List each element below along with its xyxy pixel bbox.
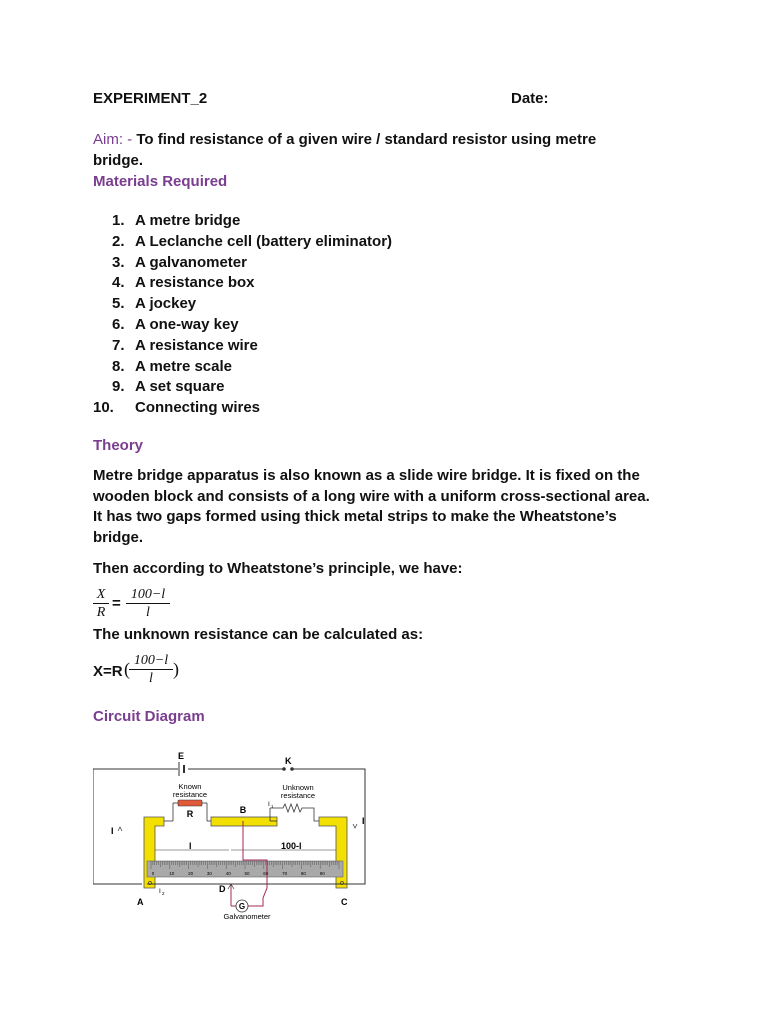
eq1-equals: = [112, 595, 121, 612]
circuit-heading: Circuit Diagram [93, 708, 205, 725]
scale-tick-label: 40 [225, 871, 231, 876]
svg-text:resistance: resistance [280, 791, 316, 800]
list-item: 6. A one-way key [112, 315, 239, 333]
theory-heading: Theory [93, 437, 144, 454]
aim-line-2: bridge. [93, 152, 144, 169]
list-item: 4. A resistance box [112, 274, 255, 292]
aim-line-1 [93, 131, 596, 148]
svg-text:1: 1 [271, 804, 274, 809]
principle-text: Then according to Wheatstone’s principle, we have: [93, 560, 463, 577]
label-K: K [285, 756, 292, 766]
label-l: l [189, 841, 192, 851]
label-B: B [239, 805, 247, 815]
list-item: 1. A metre bridge [112, 212, 241, 229]
eq1-rhs-fraction: $\frac{100-l}{l}$ [126, 586, 170, 621]
scale-tick-label: 90 [319, 871, 325, 876]
scale-tick-label: 70 [282, 871, 288, 876]
key-icon [282, 767, 286, 771]
list-item: 8. A metre scale [112, 357, 233, 375]
middle-strip [211, 817, 277, 826]
scale-tick-label: 0 [151, 871, 155, 876]
svg-text:I: I [159, 888, 161, 895]
list-item: 10. Connecting wires [93, 399, 261, 417]
arrow-down-icon [353, 824, 357, 828]
list-item: 3. A galvanometer [112, 253, 247, 271]
eq2-close-paren: ) [173, 659, 179, 679]
label-galvanometer: Galvanometer [223, 912, 271, 921]
label-I-left: I [111, 826, 114, 836]
svg-text:resistance: resistance [172, 790, 208, 799]
eq1-lhs-fraction: $\frac{X}{R}$ [93, 586, 109, 621]
experiment-title: EXPERIMENT_2 [93, 90, 208, 107]
eq2-prefix: X=R [93, 663, 123, 680]
calc-text: The unknown resistance can be calculated as: [93, 626, 424, 643]
date-label: Date: [511, 90, 549, 107]
label-D: D [219, 884, 226, 894]
known-resistor [178, 800, 202, 806]
theory-para-line: bridge. [93, 529, 144, 546]
label-A: A [137, 897, 144, 907]
scale-tick-label: 20 [188, 871, 194, 876]
theory-para-line: Metre bridge apparatus is also known as a slide wire bridge. It is fixed on the [93, 467, 640, 484]
circuit-diagram [93, 738, 383, 928]
scale-tick-label: 60 [263, 871, 269, 876]
scale-tick-label: 80 [300, 871, 306, 876]
label-E: E [178, 751, 185, 761]
list-item: 9. A set square [112, 378, 225, 396]
svg-text:2: 2 [162, 891, 165, 896]
arrow-up-icon [118, 827, 122, 831]
label-G: G [238, 902, 246, 911]
list-item: 2. A Leclanche cell (battery eliminator) [112, 232, 393, 250]
label-C: C [341, 897, 348, 907]
eq2-fraction: $\frac{100-l}{l}$ [129, 652, 173, 687]
list-item: 7. A resistance wire [112, 336, 258, 354]
svg-text:Known: Known [178, 782, 202, 791]
aim-label: Aim: - [93, 131, 133, 148]
svg-text:Unknown: Unknown [282, 783, 314, 792]
scale-tick-label: 50 [244, 871, 250, 876]
theory-para-line: It has two gaps formed using thick metal strips to make the Wheatstone’s [93, 508, 617, 525]
aim-text-1: To find resistance of a given wire / standard resistor using metre [136, 131, 597, 148]
materials-list [93, 211, 393, 419]
svg-text:I: I [268, 801, 270, 808]
theory-para-line: wooden block and consists of a long wire with a uniform cross-sectional area. [93, 488, 650, 505]
label-I-right: I [362, 816, 365, 826]
right-strip [319, 817, 347, 888]
scale-tick-label: 10 [169, 871, 175, 876]
label-R: R [186, 809, 194, 819]
scale-tick-label: 30 [206, 871, 212, 876]
list-item: 5. A jockey [112, 295, 197, 313]
eq2-open-paren: ( [124, 659, 130, 679]
label-100-l: 100-l [281, 841, 302, 851]
materials-heading: Materials Required [93, 173, 228, 190]
left-strip [144, 817, 164, 888]
